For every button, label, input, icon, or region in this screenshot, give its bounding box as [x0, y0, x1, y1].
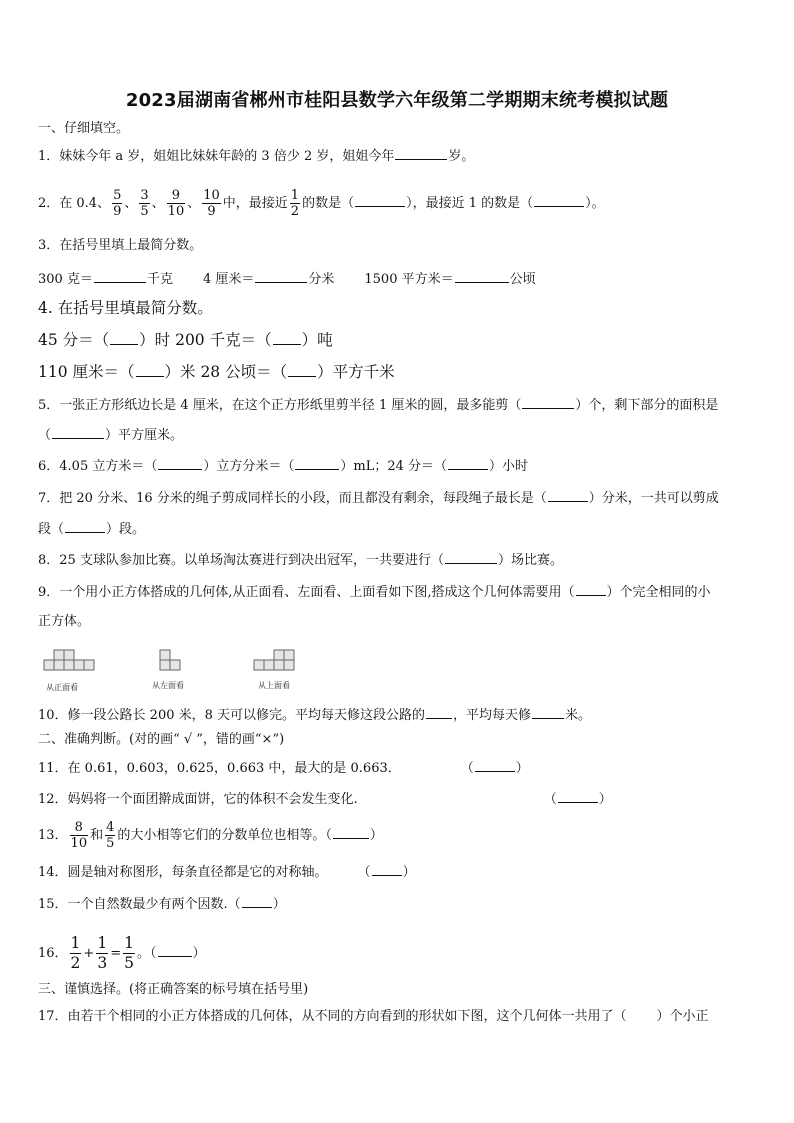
question-8: 8．25 支球队参加比赛。以单场淘汰赛进行到决出冠军，一共要进行（ ）场比赛。	[38, 549, 563, 571]
question-4: 4. 在括号里填最简分数。	[38, 299, 213, 317]
caption-front-view: 从正面看	[46, 683, 78, 692]
question-12: 12．妈妈将一个面团擀成面饼，它的体积不会发生变化. （ ）	[38, 788, 612, 810]
answer-blank[interactable]	[158, 455, 202, 470]
question-7: 7．把 20 分米、16 分米的绳子剪成同样长的小段，而且都没有剩余，每段绳子最长是（ ）分米，一共可以剪成	[38, 487, 719, 509]
question-7-cont: 段（ ）段。	[38, 518, 145, 540]
question-5: 5．一张正方形纸边长是 4 厘米，在这个正方形纸里剪半径 1 厘米的圆，最多能剪（ ）个，剩下部分的面积是	[38, 394, 718, 416]
answer-blank[interactable]	[255, 268, 307, 283]
question-14: 14．圆是轴对称图形，每条直径都是它的对称轴。 （ ）	[38, 861, 416, 883]
answer-blank[interactable]	[372, 861, 402, 876]
answer-blank[interactable]	[395, 145, 447, 160]
question-9-cont: 正方体。	[38, 614, 91, 629]
answer-blank[interactable]	[548, 487, 588, 502]
section-1-heading: 一、仔细填空。	[38, 121, 130, 136]
answer-blank[interactable]	[475, 757, 515, 772]
question-9: 9．一个用小正方体搭成的几何体,从正面看、左面看、上面看如下图,搭成这个几何体需要用（ ）个完全相同的小	[38, 581, 711, 603]
question-4-row-1: 45 分＝（ ）时 200 千克＝（ ）吨	[38, 331, 333, 349]
answer-blank[interactable]	[355, 192, 405, 207]
question-5-cont: （ ）平方厘米。	[38, 424, 183, 446]
fraction: $\frac{1}{2}$	[290, 188, 300, 219]
fraction: $\frac{8}{10}$	[70, 820, 88, 851]
question-10: 10．修一段公路长 200 米，8 天可以修完。平均每天修这段公路的 ，平均每天修 米。	[38, 704, 591, 726]
question-11: 11．在 0.61，0.603，0.625，0.663 中，最大的是 0.663． （ ）	[38, 757, 529, 779]
question-6: 6．4.05 立方米＝（ ）立方分米＝（ ）mL；24 分＝（ ）小时	[38, 455, 528, 477]
question-3-items: 300 克＝ 千克 4 厘米＝ 分米 1500 平方米＝ 公顷	[38, 268, 536, 290]
question-3: 3．在括号里填上最简分数。	[38, 238, 203, 253]
question-17: 17．由若干个相同的小正方体搭成的几何体，从不同的方向看到的形状如下图，这个几何体一共用了（ ）个小正	[38, 1009, 709, 1024]
three-view-figures	[40, 644, 320, 696]
section-2-heading: 二、准确判断。(对的画“ √ ”，错的画“×”)	[38, 732, 285, 747]
answer-blank[interactable]	[576, 581, 606, 596]
answer-blank[interactable]	[448, 455, 488, 470]
fraction: $\frac{1}{2}$	[70, 934, 81, 972]
answer-blank[interactable]	[522, 394, 574, 409]
left-view-figure	[160, 650, 180, 670]
question-13: 13． $\frac{8}{10}$ 和 $\frac{4}{5}$ 的大小相等它们的分数单位也相等。（ ）	[38, 820, 383, 851]
caption-top-view: 从上面看	[258, 681, 290, 690]
fraction: $\frac{9}{10}$	[167, 188, 185, 219]
answer-blank[interactable]	[65, 518, 105, 533]
fraction: $\frac{5}{9}$	[113, 188, 122, 219]
caption-left-view: 从左面看	[152, 681, 184, 690]
fraction: $\frac{4}{5}$	[106, 820, 115, 851]
view-figures-svg	[40, 644, 320, 680]
answer-blank[interactable]	[532, 704, 564, 719]
answer-blank[interactable]	[534, 192, 584, 207]
question-16: 16． $\frac{1}{2}$ + $\frac{1}{3}$ = $\frac{1}{5}$ 。（ ）	[38, 934, 206, 972]
question-15: 15．一个自然数最少有两个因数.（ ）	[38, 893, 286, 915]
fraction: $\frac{1}{5}$	[124, 934, 134, 972]
fraction: $\frac{1}{3}$	[97, 934, 108, 972]
fraction: $\frac{10}{9}$	[203, 188, 220, 219]
section-3-heading: 三、谨慎选择。(将正确答案的标号填在括号里)	[38, 982, 309, 997]
page-title: 2023届湖南省郴州市桂阳县数学六年级第二学期期末统考模拟试题	[125, 90, 669, 111]
answer-blank[interactable]	[94, 268, 146, 283]
top-view-figure	[254, 650, 294, 670]
answer-blank[interactable]	[426, 704, 452, 719]
front-view-figure	[44, 650, 94, 670]
answer-blank[interactable]	[110, 330, 138, 345]
answer-blank[interactable]	[295, 455, 339, 470]
question-4-row-2: 110 厘米＝（ ）米 28 公顷＝（ ）平方千米	[38, 363, 395, 381]
answer-blank[interactable]	[445, 549, 497, 564]
answer-blank[interactable]	[455, 268, 509, 283]
answer-blank[interactable]	[273, 330, 301, 345]
question-1: 1．妹妹今年 a 岁，姐姐比妹妹年龄的 3 倍少 2 岁，姐姐今年 岁。	[38, 145, 474, 167]
answer-blank[interactable]	[288, 362, 316, 377]
answer-blank[interactable]	[558, 788, 598, 803]
answer-blank[interactable]	[52, 424, 104, 439]
question-2: 2．在 0.4、 $\frac{5}{9}$ 、 $\frac{3}{5}$ 、 $\frac{9}{10}$ 、 $\frac{10}{9}$ 中，最接近 $\frac{1}{2}$ 的数是（ ），最接近 1 的数是（ ）。	[38, 188, 605, 219]
fraction: $\frac{3}{5}$	[140, 188, 149, 219]
answer-blank[interactable]	[242, 893, 272, 908]
answer-blank[interactable]	[158, 942, 192, 957]
answer-blank[interactable]	[136, 362, 164, 377]
answer-blank[interactable]	[333, 824, 369, 839]
